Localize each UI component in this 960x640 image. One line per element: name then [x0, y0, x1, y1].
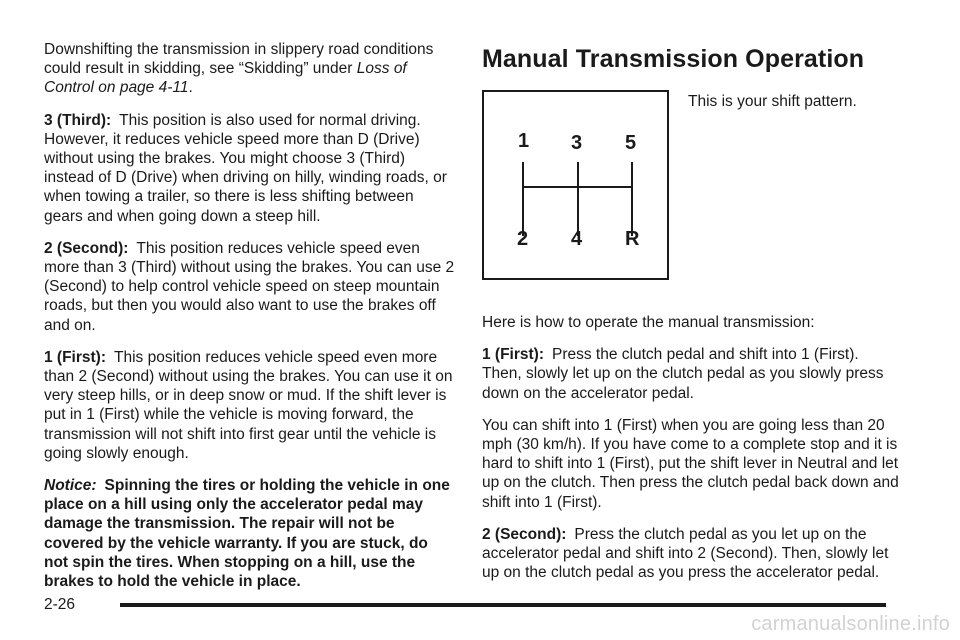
- gear-label-2: 2: [517, 228, 529, 250]
- shift-pattern-graphic: [484, 92, 671, 282]
- gear-label-5: 5: [625, 132, 637, 154]
- manual-second-text: Press the clutch pedal as you let up on the accelerator pedal and shift into 2 (Second). Then, slowly let up on the clutch pedal as you press the accelerator pedal.: [482, 525, 889, 582]
- gear-label-r: R: [625, 228, 640, 250]
- manual-first-paragraph: [482, 345, 902, 403]
- skidding-reference-link[interactable]: Loss of Control on page 4-11: [44, 60, 407, 97]
- page-number: 2-26: [44, 596, 76, 613]
- downshift-text: Downshifting the transmission in slippery road conditions could result in skidding, see “Skidding” under: [44, 41, 434, 78]
- downshift-paragraph: [44, 40, 456, 98]
- third-gear-paragraph: [44, 111, 456, 226]
- manual-second-paragraph: [482, 525, 902, 583]
- notice-label: Notice:: [44, 477, 97, 495]
- gear-label-3: 3: [571, 132, 583, 154]
- second-gear-term: 2 (Second):: [44, 239, 129, 257]
- first-gear-term: 1 (First):: [44, 348, 106, 366]
- shift-pattern-row: [482, 90, 902, 295]
- second-gear-text: This position reduces vehicle speed even more than 3 (Third) without using the brakes. You can use 2 (Second) to help control vehicle speed on steep mountain roads, but then you would also want to use the brakes off and on.: [44, 239, 455, 334]
- section-heading: Manual Transmission Operation: [482, 45, 865, 73]
- first-gear-paragraph: [44, 348, 456, 463]
- third-gear-term: 3 (Third):: [44, 111, 112, 129]
- watermark: carmanualsonline.info: [751, 613, 950, 635]
- left-column: [44, 40, 456, 604]
- downshift-period: .: [188, 79, 193, 97]
- manual-first-more-paragraph: You can shift into 1 (First) when you are going less than 20 mph (30 km/h). If you have come to a complete stop and it is hard to shift into 1 (First), put the shift lever in Neutral and let up on the clutch. Then press the clutch pedal back down and shift into 1 (First).: [482, 416, 899, 511]
- manual-first-term: 1 (First):: [482, 346, 544, 364]
- gear-label-1: 1: [518, 130, 530, 152]
- manual-first-text: Press the clutch pedal and shift into 1 (First). Then, slowly let up on the clutch pedal as you slowly press down on the accelerator pedal.: [482, 346, 884, 402]
- footer-rule: [120, 603, 886, 607]
- third-gear-text: This position is also used for normal driving. However, it reduces vehicle speed more than D (Drive) without using the brakes. You might choose 3 (Third) instead of D (Drive) when driving on hilly, winding roads, or when towing a trailer, so there is less shifting between gears and when going down a steep hill.: [44, 111, 447, 225]
- intro-paragraph: Here is how to operate the manual transmission:: [482, 314, 815, 331]
- first-gear-text: This position reduces vehicle speed even more than 2 (Second) without using the brakes. You can use it on very steep hills, or in deep snow or mud. If the shift lever is put in 1 (First) while the vehicle is moving forward, the transmission will not shift into first gear until the vehicle is going slowly enough.: [44, 348, 453, 462]
- right-column: [482, 44, 902, 595]
- manual-second-term: 2 (Second):: [482, 525, 567, 543]
- notice-text: Spinning the tires or holding the vehicle in one place on a hill using only the accelerator pedal may damage the transmission. The repair will not be covered by the vehicle warranty. If you are stuck, do not spin the tires. When stopping on a hill, use the brakes to hold the vehicle in place.: [44, 477, 450, 591]
- shift-pattern-diagram: [482, 90, 669, 280]
- shift-pattern-caption: This is your shift pattern.: [688, 93, 857, 110]
- gear-label-4: 4: [571, 228, 583, 250]
- second-gear-paragraph: [44, 239, 456, 335]
- notice-paragraph: [44, 476, 456, 591]
